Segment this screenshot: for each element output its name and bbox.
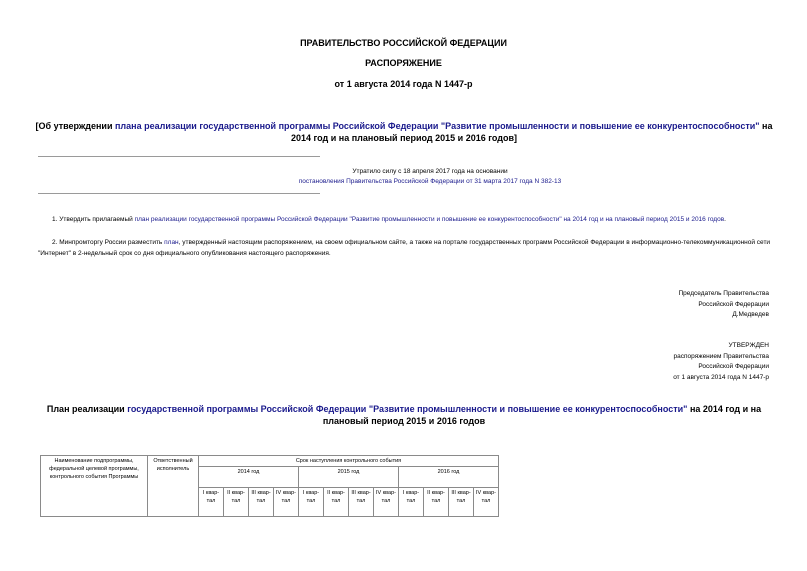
signature-org: Российской Федерации (698, 300, 769, 308)
p2-suffix: , утвержденный настоящим распоряжением, на своем официальном сайте, а также на портале государственных программ Российской Федерации в информационно-телекоммуникационной сети "Интернет" в 2-недельный срок со дня официального опубликования настоящего распоряжения. (38, 239, 771, 257)
plan-title-suffix: на 2014 год и на плановый период 2015 и 2016 годов (322, 404, 762, 426)
table-header-quarter: IV квар-тал (474, 488, 499, 517)
table-header-name: Наименование подпрограммы, федеральной целевой программы, контрольного события Программы (41, 456, 148, 517)
plan-title-prefix: План реализации (46, 404, 128, 414)
approval-line: Российской Федерации (698, 363, 769, 370)
table-header-responsible: Ответственный исполнитель (148, 456, 199, 517)
table-header-quarter: I квар-тал (399, 488, 424, 517)
table-header-quarter: II квар-тал (324, 488, 349, 517)
p1-suffix: . (724, 216, 726, 223)
plan-title-link[interactable]: государственной программы Российской Федерации "Развитие промышленности и повышение ее конкурентоспособности" (127, 404, 688, 414)
table-header-quarter: IV квар-тал (374, 488, 399, 517)
plan-title (30, 403, 778, 427)
subject-suffix: на 2014 год и на плановый период 2015 и 2016 годов] (291, 121, 773, 143)
approval-line: распоряжением Правительства (673, 352, 769, 360)
approval-line: от 1 августа 2014 года N 1447-р (673, 373, 769, 381)
government-heading: ПРАВИТЕЛЬСТВО РОССИЙСКОЙ ФЕДЕРАЦИИ (300, 38, 507, 48)
table-header-quarter: III квар-тал (349, 488, 374, 517)
subject-link[interactable]: плана реализации государственной программы Российской Федерации "Развитие промышленности и повышение ее конкурентоспособности" (115, 121, 760, 131)
table-header-deadline: Срок наступления контрольного события (199, 456, 499, 467)
table-header-quarter: II квар-тал (424, 488, 449, 517)
p2-prefix: 2. Минпромторгу России разместить (52, 239, 165, 246)
signature-block (678, 289, 769, 321)
signature-name: Д.Медведев (732, 311, 769, 318)
table-header-quarter: III квар-тал (449, 488, 474, 517)
table-header-year: 2014 год (199, 467, 299, 488)
table-header-quarter: IV квар-тал (274, 488, 299, 517)
divider-top (38, 156, 320, 157)
status-note (200, 167, 660, 187)
subject-prefix: [Об утверждении (35, 121, 115, 131)
table-header-year: 2015 год (299, 467, 399, 488)
table-header-quarter: III квар-тал (249, 488, 274, 517)
approval-block (673, 341, 769, 383)
paragraph-1 (38, 214, 773, 225)
document-date-number: от 1 августа 2014 года N 1447-р (334, 79, 473, 89)
table-header-quarter: II квар-тал (224, 488, 249, 517)
paragraph-2 (38, 237, 773, 259)
divider-bottom (38, 193, 320, 194)
table-header-year: 2016 год (399, 467, 499, 488)
p1-link[interactable]: план реализации государственной программы Российской Федерации "Развитие промышленности и повышение ее конкурентоспособности" на 2014 год и на плановый период 2015 и 2016 годов (134, 216, 725, 223)
approval-label: УТВЕРЖДЕН (728, 342, 769, 349)
plan-table (40, 455, 499, 517)
p1-prefix: 1. Утвердить прилагаемый (52, 216, 135, 223)
signature-title: Председатель Правительства (678, 290, 769, 297)
table-header-quarter: I квар-тал (199, 488, 224, 517)
status-link[interactable]: постановления Правительства Российской Федерации от 31 марта 2017 года N 382-13 (298, 178, 562, 185)
document-type: РАСПОРЯЖЕНИЕ (365, 58, 442, 68)
status-line: Утратило силу с 18 апреля 2017 года на основании (352, 168, 508, 175)
table-header-quarter: I квар-тал (299, 488, 324, 517)
document-subject (30, 120, 778, 144)
p2-link[interactable]: план (164, 239, 179, 246)
